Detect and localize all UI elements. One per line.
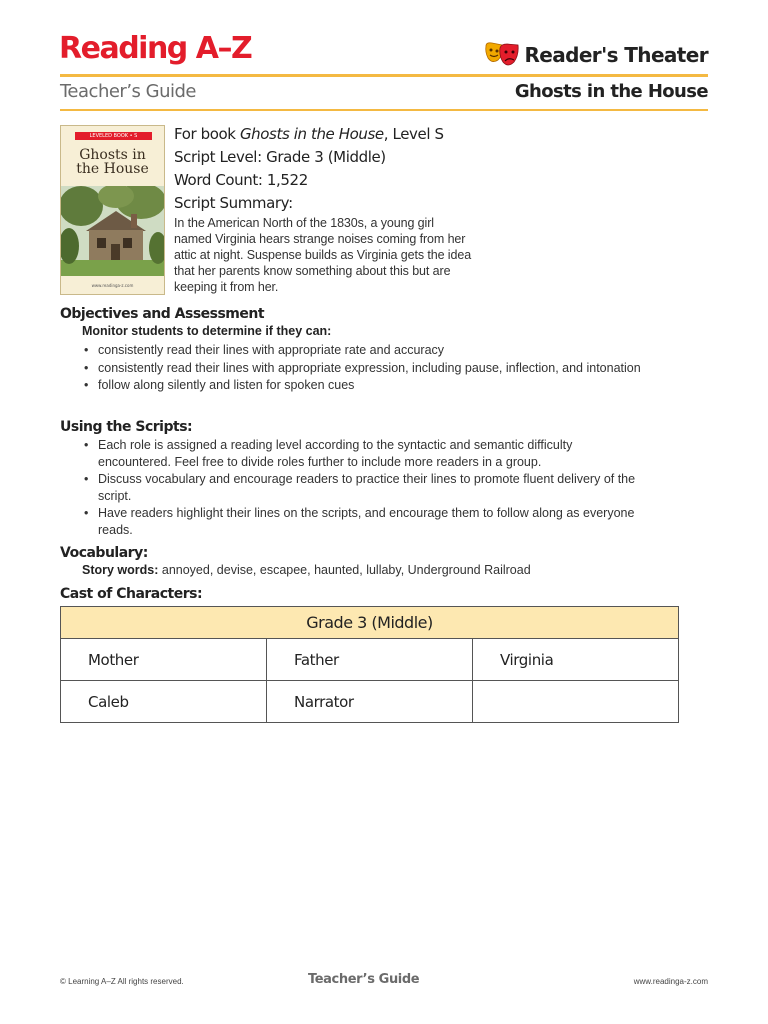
cover-title-line2: the House [76, 161, 149, 177]
cover-title [61, 148, 164, 176]
cast-table [60, 606, 679, 723]
character-cell [473, 681, 679, 723]
table-row [61, 639, 679, 681]
footer-url[interactable]: www.readinga-z.com [633, 977, 708, 986]
word-count: Word Count: 1,522 [174, 171, 308, 189]
cast-heading: Cast of Characters: [60, 586, 203, 602]
table-header-row [61, 607, 679, 639]
list-item: • Each role is assigned a reading level according to the syntactic and semantic difficulty encountered. Feel free to divide roles further to include more readers in a group. [82, 437, 642, 470]
list-item: • consistently read their lines with appropriate expression, including pause, inflection, and intonation [82, 360, 642, 377]
for-book-level: , Level S [383, 125, 444, 143]
for-book-line [174, 123, 494, 146]
header-rule [60, 74, 708, 77]
footer-title: Teacher’s Guide [308, 972, 420, 987]
story-words-label: Story words: [82, 563, 159, 577]
character-cell: Virginia [473, 639, 679, 681]
house-illustration [61, 186, 165, 276]
grade-header: Grade 3 (Middle) [61, 607, 679, 639]
list-item: • Discuss vocabulary and encourage readers to practice their lines to promote fluent delivery of the script. [82, 471, 642, 504]
objectives-subheading: Monitor students to determine if they can: [82, 324, 332, 338]
for-book-prefix: For book [174, 125, 240, 143]
book-cover-image [60, 125, 165, 295]
objectives-list [82, 342, 642, 395]
table-row [61, 681, 679, 723]
cover-footer: www.readinga-z.com [91, 283, 134, 288]
list-item: • Have readers highlight their lines on the scripts, and encourage them to follow along as everyone reads. [82, 505, 642, 538]
theater-masks-icon [484, 40, 520, 70]
copyright-notice: © Learning A–Z All rights reserved. [60, 977, 184, 986]
section-label: Teacher’s Guide [60, 81, 196, 102]
character-cell: Father [267, 639, 473, 681]
script-level: Script Level: Grade 3 (Middle) [174, 148, 386, 166]
using-scripts-list [82, 437, 642, 539]
brand-name: Reader's Theater [524, 43, 708, 67]
reading-az-logo: Reading A–Z [59, 31, 252, 66]
list-item: • follow along silently and listen for spoken cues [82, 377, 642, 394]
character-cell: Caleb [61, 681, 267, 723]
for-book-title: Ghosts in the House [239, 125, 384, 143]
cover-level-band: LEVELED BOOK • S [75, 132, 152, 140]
using-scripts-heading: Using the Scripts: [60, 419, 193, 435]
vocabulary-heading: Vocabulary: [60, 545, 148, 561]
list-item: • consistently read their lines with appropriate rate and accuracy [82, 342, 642, 359]
character-cell: Narrator [267, 681, 473, 723]
story-words: annoyed, devise, escapee, haunted, lullaby, Underground Railroad [158, 563, 531, 577]
book-info [174, 123, 494, 295]
vocabulary-line [82, 563, 531, 577]
summary-heading: Script Summary: [174, 194, 293, 212]
play-title: Ghosts in the House [514, 81, 708, 102]
title-rule [60, 109, 708, 111]
cover-title-line1: Ghosts in [79, 147, 146, 163]
character-cell: Mother [61, 639, 267, 681]
script-summary: In the American North of the 1830s, a young girl named Virginia hears strange noises coming from her attic at night. Suspense builds as Virginia gets the idea that her parents know something about this but are keeping it from her. [174, 216, 472, 294]
readers-theater-brand [484, 40, 708, 70]
objectives-heading: Objectives and Assessment [60, 306, 265, 322]
